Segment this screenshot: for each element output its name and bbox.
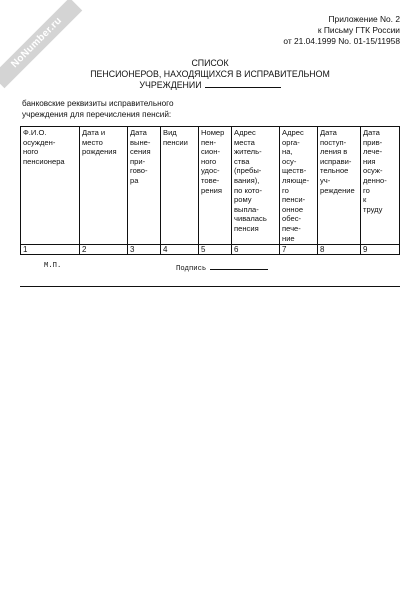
pensioners-table (20, 126, 400, 255)
table-header-row (21, 127, 400, 245)
appendix-note (283, 14, 400, 47)
signature-line (210, 262, 268, 270)
column-number: 1 (21, 245, 80, 255)
column-number: 7 (280, 245, 318, 255)
title-line: УЧРЕЖДЕНИИ (139, 80, 202, 90)
column-header: Ф.И.О. осужден- ного пенсионера (21, 127, 80, 245)
signature-label: Подпись (176, 265, 207, 273)
column-number: 3 (128, 245, 161, 255)
title-line: СПИСОК (191, 58, 229, 68)
column-number: 4 (161, 245, 199, 255)
watermark: NoNumber.ru (0, 0, 82, 88)
appendix-line: Приложение No. 2 (328, 14, 400, 24)
column-header: Вид пенсии (161, 127, 199, 245)
column-number-row (21, 245, 400, 255)
column-header: Дата поступ- ления в исправи- тельное уч- реждение (318, 127, 361, 245)
bank-details-label (22, 99, 174, 120)
column-header: Адрес орга- на, осу- ществ- ляюще- го пенси- онное обес- пече- ние (280, 127, 318, 245)
column-number: 6 (232, 245, 280, 255)
bottom-divider (20, 286, 400, 287)
column-header: Адрес места житель- ства (пребы- вания), по кото- рому выпла- чивалась пенсия (232, 127, 280, 245)
title-line-with-blank (0, 79, 420, 91)
bank-line: учреждения для перечисления пенсий: (22, 109, 172, 119)
column-number: 5 (199, 245, 232, 255)
column-header: Дата и место рождения (80, 127, 128, 245)
appendix-line: от 21.04.1999 No. 01-15/11958 (283, 36, 400, 46)
bank-line: банковские реквизиты исправительного (22, 99, 174, 108)
column-number: 8 (318, 245, 361, 255)
column-header: Дата прив- лече- ния осуж- денно- го к труду (361, 127, 400, 245)
document-title (0, 58, 420, 91)
column-header: Номер пен- сион- ного удос- тове- рения (199, 127, 232, 245)
column-header: Дата выне- сения при- гово- ра (128, 127, 161, 245)
column-number: 9 (361, 245, 400, 255)
stamp-place-label: М.П. (44, 262, 62, 270)
institution-blank-line (205, 79, 281, 88)
column-number: 2 (80, 245, 128, 255)
signature-field (176, 262, 268, 273)
title-line: ПЕНСИОНЕРОВ, НАХОДЯЩИХСЯ В ИСПРАВИТЕЛЬНОМ (90, 68, 330, 79)
appendix-line: к Письму ГТК России (317, 25, 400, 35)
